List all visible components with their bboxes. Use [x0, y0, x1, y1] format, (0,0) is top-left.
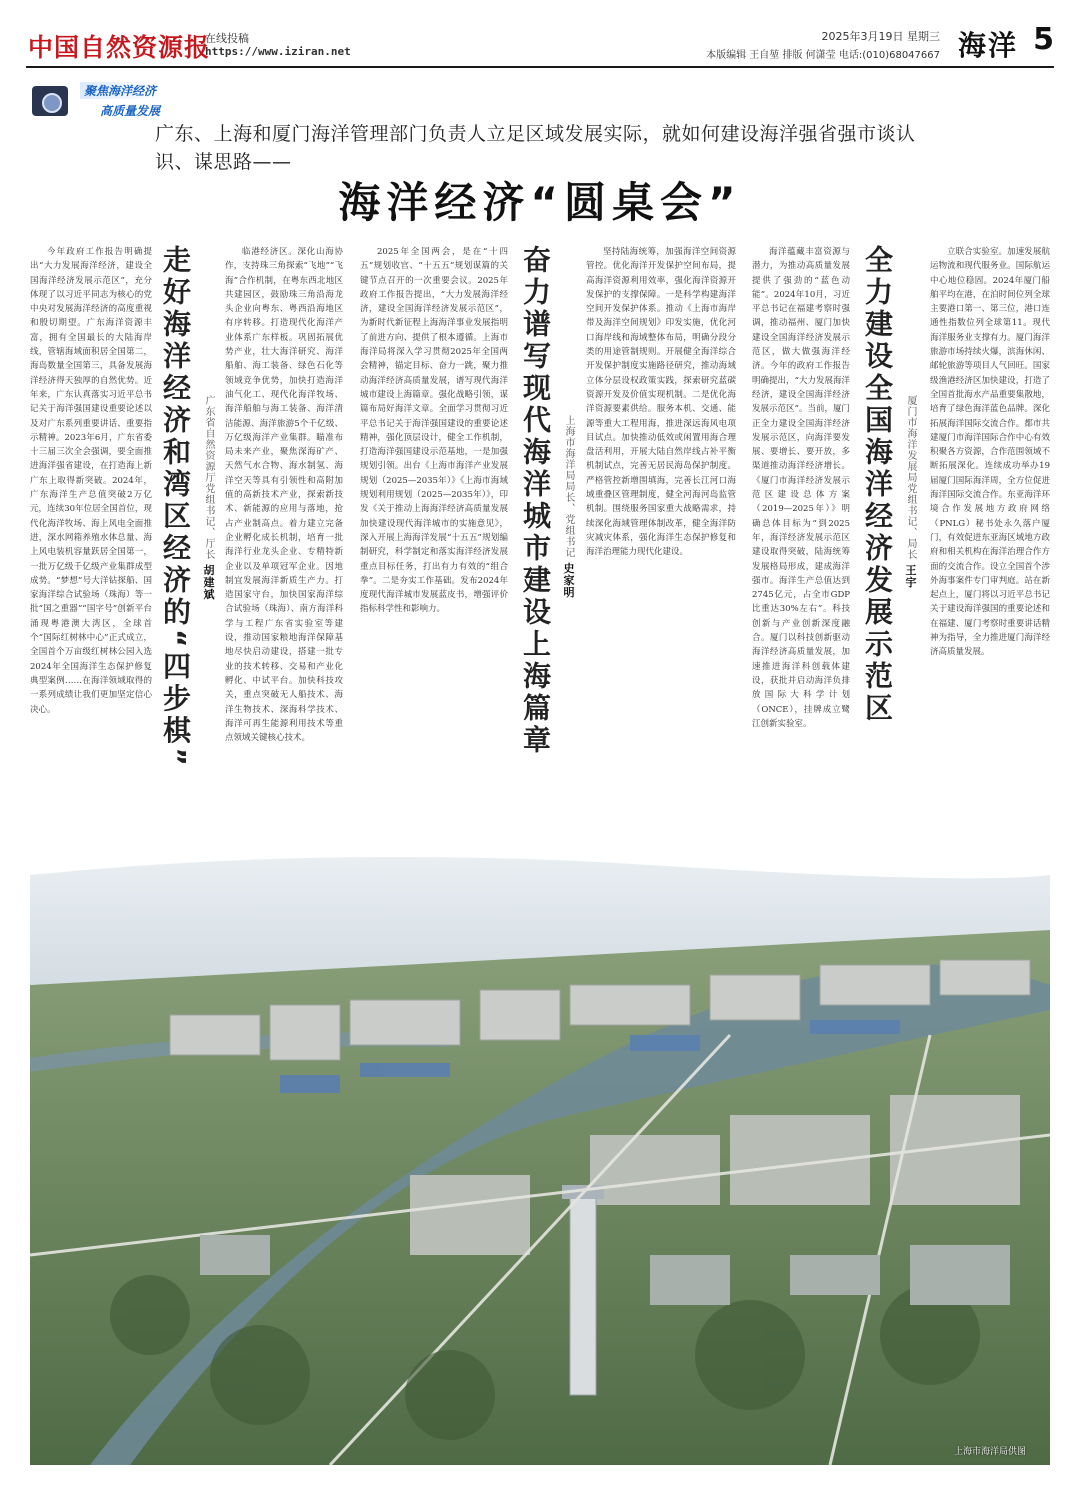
main-title: 海洋经济“圆桌会”	[338, 178, 742, 227]
article-shanghai-text-left	[360, 245, 508, 800]
photo-credit: 上海市海洋局供图	[953, 1447, 1026, 1457]
issue-date: 2025年3月19日 星期三	[821, 30, 940, 43]
section-name: 海洋	[957, 29, 1018, 62]
aerial-photo-illustration	[30, 835, 1050, 1465]
paper-name: 中国自然资源报	[28, 33, 211, 62]
article-shanghai-byline	[560, 415, 576, 655]
headline-deck: 广东、上海和厦门海洋管理部门负责人立足区域发展实际，就如何建设海洋强省强市谈认识、谋思路——	[155, 123, 916, 173]
page-number: 5	[1033, 22, 1054, 57]
masthead-rule	[26, 66, 1054, 68]
badge-line-1: 聚焦海洋经济	[80, 82, 160, 99]
article-xiamen-paragraph: 海洋蕴藏丰富资源与潜力，为推动高质量发展提供了强劲的“蓝色动能”。2024年10月，习近平总书记在福建考察时强调，推动福州、厦门加快建设全国海洋经济发展示范区，做大做强海洋经济。今年的政府工作报告明确提出，“大力发展海洋经济，建设全国海洋经济发展示范区”。当前，厦门正全力建设全国海洋经济发展示范区，向海洋要发展、要增长、要开放，多渠道推动海洋经济增长。《厦门市海洋经济发展示范区建设总体方案（2019—2025年）》明确总体目标为“到2025年，海洋经济发展示范区建设取得突破，陆海统筹发展格局形成，建成海洋强市。海洋生产总值达到2745亿元，占全市GDP比重达30%左右”。科技创新与产业创新深度融合。厦门以科技创新驱动海洋经济高质量发展，加速推进海洋科创载体建设，获批并启动海洋负排放国际大科学计划（ONCE），挂牌成立鹭江创新实验室。	[752, 247, 850, 729]
article-guangdong-text-left	[30, 245, 152, 800]
article-body	[30, 245, 1050, 805]
article-shanghai-role: 上海市海洋局局长、党组书记	[563, 415, 574, 558]
badge-line-2: 高质量发展	[100, 104, 161, 118]
article-guangdong-headline	[158, 245, 192, 800]
camera-icon	[32, 86, 68, 116]
editor-credits: 本版编辑 王自堃 排版 何潇莹 电话:(010)68047667	[706, 50, 940, 61]
masthead	[0, 0, 1080, 70]
article-xiamen-text-left	[752, 245, 850, 800]
article-xiamen-paragraph: 立联合实验室。加速发展航运物流和现代服务业。国际航运中心地位稳固。2024年厦门船舶平均在港，在泊时间位列全球主要港口第一、第三位，港口连通性指数位列全球第11。现代海洋服务业支撑有力。厦门海洋旅游市场持续火爆，滨海休闲、邮轮旅游等项目人气回旺。国家级渔港经济区加快建设，打造了全国首批海水产品重要集散地，培育了绿色海洋蓝色品牌。深化拓展海洋国际交流合作。都市共建厦门市海洋国际合作中心有效积聚各方资源，合作范围领域不断拓展深化。连续成功举办19届厦门国际海洋周，全方位促进海洋国际交流合作。东亚海洋环境合作发展地方政府网络（PNLG）秘书处永久落户厦门，有效促进东亚海区域地方政府和相关机构在海洋治理合作方面的交流合作。设立全国首个涉外海事案件专门审判庭。站在新起点上，厦门将以习近平总书记关于建设海洋强国的重要论述和在福建、厦门考察时重要讲话精神为指导，全力推进厦门海洋经济高质量发展。	[930, 247, 1050, 658]
online-submission-label: 在线投稿	[205, 32, 249, 45]
column-badge	[30, 78, 190, 126]
article-guangdong-role: 广东省自然资源厅党组书记、厅长	[203, 395, 214, 560]
article-xiamen-byline	[902, 395, 918, 635]
article-guangdong-paragraph: 今年政府工作报告明确提出“大力发展海洋经济，建设全国海洋经济发展示范区”，充分体现了以习近平同志为核心的党中央对发展海洋经济的高度重视和殷切期望。广东海洋资源丰富，拥有全国最长的大陆海岸线，管辖海域面积居全国第二，海岛数量全国第三，具备发展海洋经济得天独厚的自然优势。近年来，广东认真落实习近平总书记关于海洋强国建设重要论述以及对广东系列重要讲话、重要指示精神。2023年6月，广东省委十三届三次全会强调，要全面推进海洋强省建设，在打造海上新广东上取得新突破。2024年，广东海洋生产总值突破2万亿元，连续30年位居全国首位，现代化海洋牧场、海上风电全面推进，深水网箱养殖水体总量、海上风电装机容量跃居全国第一，一批万亿级千亿级产业集群成型成势。“梦想”号大洋钻探船、国家海洋综合试验场（珠海）等一批“国之重器”“国字号”创新平台涌现粤港澳大湾区，全球首个“国际红树林中心”正式成立，全国首个万亩级红树林公园入选2024年全国海洋生态保护修复典型案例……在海洋领域取得的一系列成绩让我们更加坚定信心决心。	[30, 247, 152, 715]
article-shanghai-paragraph: 2025年全国两会，是在“十四五”规划收官、“十五五”规划谋篇的关键节点召开的一次重要会议。2025年政府工作报告提出，“大力发展海洋经济，建设全国海洋经济发展示范区”，为新时代新征程上海海洋事业发展指明了前进方向、提供了根本遵循。上海市海洋局将深入学习贯彻2025年全国两会精神，锚定目标、奋力一跳，聚力推动海洋经济高质量发展，谱写现代海洋城市建设上海篇章。强化战略引领，谋篇布局好海洋文章。全面学习贯彻习近平总书记关于海洋强国建设的重要论述精神，强化顶层设计，健全工作机制，打造海洋强国建设示范基地，一是加强规划引领。出台《上海市海洋产业发展规划（2025—2035年）》《上海市海域规划利用规划（2025—2035年）》，印发《关于推动上海海洋经济高质量发展 加快建设现代海洋城市的实施意见》，深入开展上海海洋发展“十五五”规划编制研究，科学制定和落实海洋经济发展重点目标任务，打出有力有效的“组合拳”。二是夯实工作基础。发布2024年度现代海洋城市发展蓝皮书，增强评价指标科学性和影响力。	[360, 247, 508, 615]
article-xiamen-role: 厦门市海洋发展局党组书记、局长	[905, 395, 916, 560]
online-submission-url[interactable]: https://www.iziran.net	[205, 45, 351, 58]
aerial-photo	[30, 835, 1050, 1465]
article-shanghai-author: 史家明	[562, 562, 575, 599]
article-xiamen-headline	[860, 245, 894, 800]
article-guangdong-byline	[200, 395, 216, 665]
article-guangdong-author: 胡建斌	[202, 564, 215, 601]
article-xiamen-author: 王宇	[904, 564, 917, 589]
article-xiamen-title: 全力建设全国海洋经济发展示范区	[861, 245, 894, 725]
article-shanghai-title: 奋力谱写现代海洋城市建设上海篇章	[519, 245, 552, 757]
article-shanghai-text-right	[586, 245, 736, 800]
article-guangdong-text-right	[225, 245, 343, 800]
article-xiamen-text-right	[930, 245, 1050, 800]
article-shanghai-paragraph: 坚持陆海统筹，加强海洋空间资源管控。优化海洋开发保护空间布局，提高海洋资源利用效率，强化海洋资源开发保护的支撑保障。一是科学构建海洋空间开发保护体系。推动《上海市海岸带及海洋空间规划》印发实施，优化河口海岸线和海域整体布局，明确分段分类的用途管制规则。开展健全海洋综合开发保护制度实施路径研究，推动海域立体分层设权政策实践，探索研究蓝碳资源开发及价值实现机制。二是优化海洋资源要素供给。服务本机、交通、能源等重大工程用海，推进深远海风电项目试点。加快推动低效或闲置用海合理盘活利用，开展大陆自然岸线占补平衡机制试点，完善无居民海岛保护制度。严格管控新增围填海，完善长江河口海域重叠区管理制度，健全河海河岛监管机制。围绕服务国家重大战略需求，持续深化海域管理体制改革，健全海洋防灾减灾体系，强化海洋生态保护修复和海洋治理能力现代化建设。	[586, 247, 736, 558]
article-guangdong-paragraph: 临港经济区。深化山海协作，支持珠三角探索“飞地”“飞海”合作机制，在粤东西北地区共建园区，鼓励珠三角沿海龙头企业向粤东、粤西沿海地区有序转移。打造现代化海洋产业体系广东样板。巩固拓展优势产业，壮大海洋研究、海洋船舶、海工装备、绿色石化等领域竞争优势，加快打造海洋油气化工、现代化海洋牧场、海洋船舶与海工装备、海洋清洁能源、海洋旅游5个千亿级、万亿级海洋产业集群。瞄准布局未来产业，聚焦深海矿产、天然气水合物、海水制氢、海洋空天等具有引领性和高附加值的高新技术产业，探索新技术、新能源的应用与落地，抢占产业制高点。着力建立完备企业孵化成长机制，培育一批海洋行业龙头企业、专精特新企业以及单项冠军企业。因地制宜发展海洋新质生产力。打造国家守台，加快国家海洋综合试验场（珠海）、南方海洋科学与工程广东省实验室等建设，推动国家粮地海洋保障基地尽快启动建设，搭建一批专业的技术转移、交易和产业化孵化、中试平台。加快科技攻关，重点突破无人船技术、海洋生物技术、深海科学技术、海洋可再生能源利用技术等重点领域关键核心技术。	[225, 247, 343, 744]
article-guangdong-title: 走好海洋经济和湾区经济的“四步棋”	[159, 245, 192, 770]
article-shanghai-headline	[518, 245, 552, 800]
